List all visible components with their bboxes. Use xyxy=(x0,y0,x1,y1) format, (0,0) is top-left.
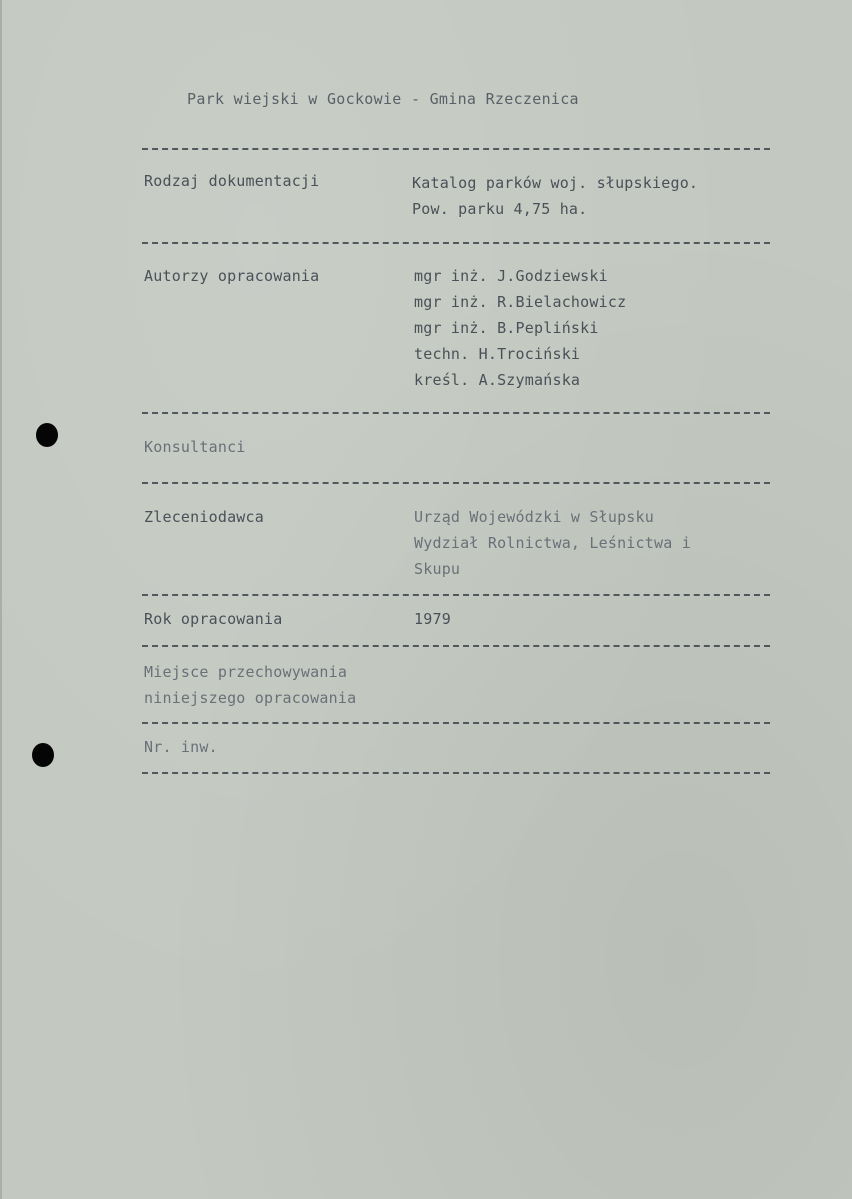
field-label-storage-location xyxy=(144,659,356,711)
value-line: Urząd Wojewódzki w Słupsku xyxy=(414,508,654,526)
field-value-documentation-type xyxy=(412,170,698,222)
divider xyxy=(142,722,770,724)
label-line: Miejsce przechowywania xyxy=(144,663,348,681)
field-value-authors xyxy=(414,263,626,393)
document-title: Park wiejski w Gockowie - Gmina Rzeczenica xyxy=(187,90,579,108)
divider xyxy=(142,412,770,414)
field-value-year: 1979 xyxy=(414,610,451,628)
author-line: mgr inż. R.Bielachowicz xyxy=(414,293,627,311)
author-line: mgr inż. J.Godziewski xyxy=(414,267,608,285)
value-line: Pow. parku 4,75 ha. xyxy=(412,200,588,218)
divider xyxy=(142,594,770,596)
value-line: Skupu xyxy=(414,560,461,578)
value-line: Wydział Rolnictwa, Leśnictwa i xyxy=(414,534,691,552)
divider xyxy=(142,772,770,774)
divider xyxy=(142,148,770,150)
field-label-authors: Autorzy opracowania xyxy=(144,267,320,285)
field-label-consultants: Konsultanci xyxy=(144,438,246,456)
punch-hole xyxy=(32,743,54,767)
field-value-client xyxy=(414,504,691,582)
field-label-year: Rok opracowania xyxy=(144,610,283,628)
label-line: niniejszego opracowania xyxy=(144,689,357,707)
divider xyxy=(142,645,770,647)
author-line: mgr inż. B.Pepliński xyxy=(414,319,599,337)
field-label-inventory-number: Nr. inw. xyxy=(144,738,218,756)
divider xyxy=(142,242,770,244)
field-label-client: Zleceniodawca xyxy=(144,508,264,526)
author-line: kreśl. A.Szymańska xyxy=(414,371,581,389)
punch-hole xyxy=(36,423,58,447)
value-line: Katalog parków woj. słupskiego. xyxy=(412,174,699,192)
field-label-documentation-type: Rodzaj dokumentacji xyxy=(144,172,320,190)
author-line: techn. H.Trociński xyxy=(414,345,581,363)
divider xyxy=(142,482,770,484)
